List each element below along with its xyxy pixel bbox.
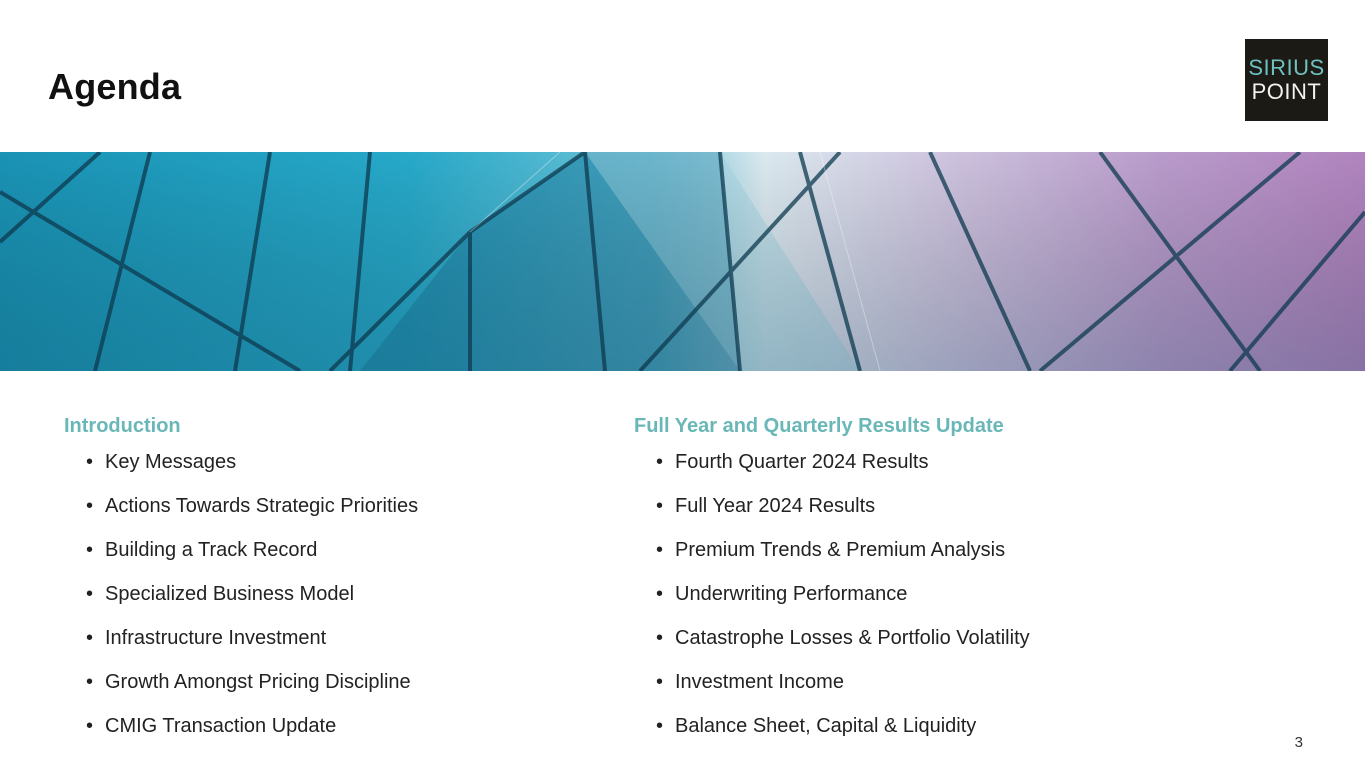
bullet-icon: • — [86, 539, 94, 561]
bullet-icon: • — [86, 671, 94, 693]
page-number: 3 — [1294, 734, 1303, 751]
bullet-icon: • — [86, 451, 94, 473]
list-item: • Balance Sheet, Capital & Liquidity — [634, 712, 1030, 748]
list-item: • Specialized Business Model — [64, 580, 418, 616]
list-item: • Full Year 2024 Results — [634, 492, 1030, 528]
bullet-icon: • — [86, 715, 94, 737]
list-item: • Building a Track Record — [64, 536, 418, 572]
bullet-icon: • — [656, 495, 664, 517]
list-item: • Fourth Quarter 2024 Results — [634, 448, 1030, 484]
logo-text-bottom: POINT — [1251, 79, 1322, 104]
section-heading: Introduction — [64, 415, 181, 437]
list-item: • Premium Trends & Premium Analysis — [634, 536, 1030, 572]
list-item: • Catastrophe Losses & Portfolio Volatility — [634, 624, 1030, 660]
list-item: • CMIG Transaction Update — [64, 712, 418, 748]
logo-text-top: SIRIUS — [1248, 55, 1325, 80]
agenda-section-results-update — [634, 412, 1030, 748]
bullet-icon: • — [656, 539, 664, 561]
list-item: • Key Messages — [64, 448, 418, 484]
bullet-icon: • — [656, 583, 664, 605]
bullet-icon: • — [656, 451, 664, 473]
agenda-section-introduction — [64, 412, 418, 748]
list-item: • Growth Amongst Pricing Discipline — [64, 668, 418, 704]
bullet-icon: • — [86, 495, 94, 517]
list-item: • Underwriting Performance — [634, 580, 1030, 616]
bullet-icon: • — [656, 627, 664, 649]
list-item: • Investment Income — [634, 668, 1030, 704]
page-title: Agenda — [48, 66, 182, 107]
bullet-icon: • — [86, 583, 94, 605]
agenda-list — [64, 448, 418, 748]
bullet-icon: • — [656, 671, 664, 693]
bullet-icon: • — [656, 715, 664, 737]
list-item: • Infrastructure Investment — [64, 624, 418, 660]
glass-building-banner-image — [0, 152, 1365, 371]
list-item: • Actions Towards Strategic Priorities — [64, 492, 418, 528]
company-logo — [1245, 39, 1328, 121]
section-heading: Full Year and Quarterly Results Update — [634, 415, 1004, 437]
agenda-list — [634, 448, 1030, 748]
bullet-icon: • — [86, 627, 94, 649]
